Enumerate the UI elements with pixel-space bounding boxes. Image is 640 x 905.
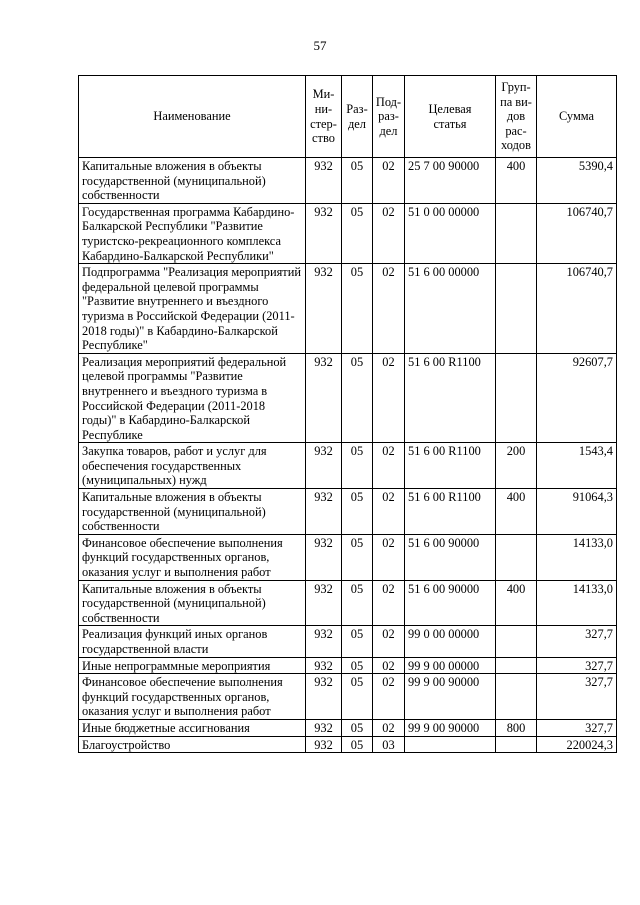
row-amount: 5390,4 bbox=[537, 158, 617, 204]
row-subsection: 02 bbox=[373, 719, 405, 736]
row-amount: 106740,7 bbox=[537, 203, 617, 263]
row-name: Закупка товаров, работ и услуг для обеспечения государственных (муниципальных) нужд bbox=[79, 443, 306, 489]
row-name: Реализация функций иных органов государственной власти bbox=[79, 626, 306, 657]
row-name: Капитальные вложения в объекты государственной (муниципальной) собственности bbox=[79, 580, 306, 626]
row-subsection: 03 bbox=[373, 736, 405, 753]
row-target-article: 99 9 00 90000 bbox=[405, 674, 496, 720]
table-row bbox=[79, 158, 617, 204]
row-section: 05 bbox=[342, 674, 373, 720]
row-target-article: 51 6 00 90000 bbox=[405, 580, 496, 626]
row-section: 05 bbox=[342, 443, 373, 489]
row-expense-group bbox=[496, 534, 537, 580]
row-amount: 14133,0 bbox=[537, 580, 617, 626]
table-row bbox=[79, 443, 617, 489]
table-row bbox=[79, 534, 617, 580]
header-expense-group: Груп- па ви- дов рас- ходов bbox=[496, 76, 537, 158]
row-subsection: 02 bbox=[373, 158, 405, 204]
row-target-article: 51 6 00 00000 bbox=[405, 264, 496, 354]
row-name: Подпрограмма "Реализация мероприятий федеральной целевой программы "Развитие внутреннего и въездного туризма в Российской Федерации (2011-2018 годы)" в Кабардино-Балкарской Республике" bbox=[79, 264, 306, 354]
header-name: Наименование bbox=[79, 76, 306, 158]
row-expense-group: 400 bbox=[496, 158, 537, 204]
row-section: 05 bbox=[342, 626, 373, 657]
row-amount: 220024,3 bbox=[537, 736, 617, 753]
table-row bbox=[79, 203, 617, 263]
row-section: 05 bbox=[342, 580, 373, 626]
row-subsection: 02 bbox=[373, 626, 405, 657]
header-ministry: Ми- ни- стер- ство bbox=[306, 76, 342, 158]
row-ministry: 932 bbox=[306, 534, 342, 580]
row-ministry: 932 bbox=[306, 264, 342, 354]
row-ministry: 932 bbox=[306, 719, 342, 736]
header-subsection: Под- раз- дел bbox=[373, 76, 405, 158]
row-target-article: 99 9 00 90000 bbox=[405, 719, 496, 736]
table-row bbox=[79, 736, 617, 753]
row-section: 05 bbox=[342, 264, 373, 354]
header-target-article: Целевая статья bbox=[405, 76, 496, 158]
row-name: Финансовое обеспечение выполнения функций государственных органов, оказания услуг и выполнения работ bbox=[79, 534, 306, 580]
row-section: 05 bbox=[342, 203, 373, 263]
row-target-article: 51 0 00 00000 bbox=[405, 203, 496, 263]
row-expense-group bbox=[496, 674, 537, 720]
row-section: 05 bbox=[342, 719, 373, 736]
row-target-article: 99 9 00 00000 bbox=[405, 657, 496, 674]
row-target-article: 25 7 00 90000 bbox=[405, 158, 496, 204]
row-amount: 327,7 bbox=[537, 657, 617, 674]
row-name: Капитальные вложения в объекты государственной (муниципальной) собственности bbox=[79, 489, 306, 535]
row-section: 05 bbox=[342, 657, 373, 674]
row-expense-group bbox=[496, 657, 537, 674]
row-amount: 91064,3 bbox=[537, 489, 617, 535]
row-section: 05 bbox=[342, 353, 373, 443]
row-name: Финансовое обеспечение выполнения функций государственных органов, оказания услуг и выполнения работ bbox=[79, 674, 306, 720]
row-ministry: 932 bbox=[306, 353, 342, 443]
row-subsection: 02 bbox=[373, 443, 405, 489]
table-header-row bbox=[79, 76, 617, 158]
table-row bbox=[79, 674, 617, 720]
row-amount: 92607,7 bbox=[537, 353, 617, 443]
row-expense-group bbox=[496, 353, 537, 443]
row-subsection: 02 bbox=[373, 534, 405, 580]
row-ministry: 932 bbox=[306, 674, 342, 720]
row-ministry: 932 bbox=[306, 580, 342, 626]
row-subsection: 02 bbox=[373, 264, 405, 354]
row-subsection: 02 bbox=[373, 674, 405, 720]
row-amount: 327,7 bbox=[537, 626, 617, 657]
table-row bbox=[79, 489, 617, 535]
row-subsection: 02 bbox=[373, 489, 405, 535]
row-expense-group bbox=[496, 203, 537, 263]
table-row bbox=[79, 719, 617, 736]
row-target-article: 51 6 00 R1100 bbox=[405, 489, 496, 535]
row-subsection: 02 bbox=[373, 580, 405, 626]
row-ministry: 932 bbox=[306, 203, 342, 263]
row-expense-group: 800 bbox=[496, 719, 537, 736]
table-row bbox=[79, 657, 617, 674]
row-expense-group: 400 bbox=[496, 580, 537, 626]
row-target-article: 51 6 00 R1100 bbox=[405, 353, 496, 443]
row-ministry: 932 bbox=[306, 657, 342, 674]
header-section: Раз- дел bbox=[342, 76, 373, 158]
header-amount: Сумма bbox=[537, 76, 617, 158]
table-row bbox=[79, 264, 617, 354]
row-name: Иные бюджетные ассигнования bbox=[79, 719, 306, 736]
row-amount: 1543,4 bbox=[537, 443, 617, 489]
row-expense-group bbox=[496, 626, 537, 657]
row-target-article: 51 6 00 90000 bbox=[405, 534, 496, 580]
row-expense-group: 400 bbox=[496, 489, 537, 535]
table-row bbox=[79, 626, 617, 657]
row-section: 05 bbox=[342, 534, 373, 580]
row-name: Капитальные вложения в объекты государственной (муниципальной) собственности bbox=[79, 158, 306, 204]
row-target-article: 99 0 00 00000 bbox=[405, 626, 496, 657]
row-amount: 106740,7 bbox=[537, 264, 617, 354]
row-target-article: 51 6 00 R1100 bbox=[405, 443, 496, 489]
row-ministry: 932 bbox=[306, 736, 342, 753]
row-section: 05 bbox=[342, 736, 373, 753]
row-subsection: 02 bbox=[373, 353, 405, 443]
row-subsection: 02 bbox=[373, 657, 405, 674]
row-target-article bbox=[405, 736, 496, 753]
budget-table bbox=[78, 75, 617, 753]
row-name: Благоустройство bbox=[79, 736, 306, 753]
row-section: 05 bbox=[342, 489, 373, 535]
page-number: 57 bbox=[313, 38, 327, 53]
row-amount: 327,7 bbox=[537, 719, 617, 736]
row-name: Иные непрограммные мероприятия bbox=[79, 657, 306, 674]
row-name: Реализация мероприятий федеральной целевой программы "Развитие внутреннего и въездного туризма в Российской Федерации (2011-2018 годы)" в Кабардино-Балкарской Республике bbox=[79, 353, 306, 443]
row-ministry: 932 bbox=[306, 443, 342, 489]
row-amount: 327,7 bbox=[537, 674, 617, 720]
row-ministry: 932 bbox=[306, 489, 342, 535]
row-section: 05 bbox=[342, 158, 373, 204]
row-expense-group: 200 bbox=[496, 443, 537, 489]
row-subsection: 02 bbox=[373, 203, 405, 263]
row-expense-group bbox=[496, 736, 537, 753]
row-expense-group bbox=[496, 264, 537, 354]
table-row bbox=[79, 353, 617, 443]
row-name: Государственная программа Кабардино-Балкарской Республики "Развитие туристско-рекреационного комплекса Кабардино-Балкарской Республики" bbox=[79, 203, 306, 263]
row-amount: 14133,0 bbox=[537, 534, 617, 580]
row-ministry: 932 bbox=[306, 158, 342, 204]
table-row bbox=[79, 580, 617, 626]
row-ministry: 932 bbox=[306, 626, 342, 657]
